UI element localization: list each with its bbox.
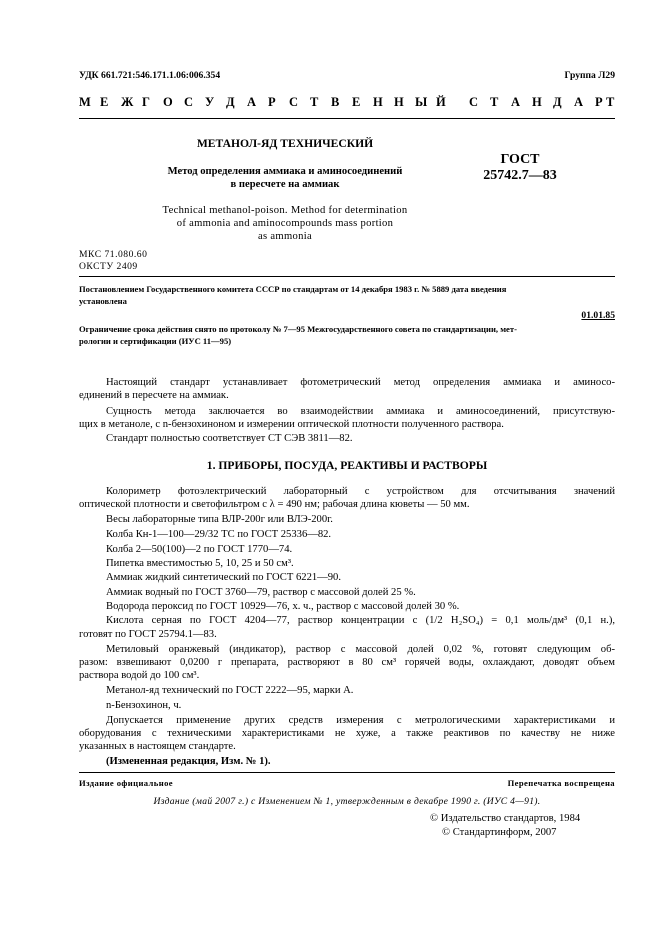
banner-letter: Д [226,95,235,109]
allowance-line: Допускается применение других средств измерения с метрологическими характеристиками и [106,715,615,726]
gost-number: 25742.7—83 [483,168,557,183]
equipment-line: оптической плотности и светофильтром с λ = 490 нм; рабочая длина кюветы — 50 мм. [79,499,470,510]
reagent-line: разом: взвешивают 0,0200 г препарата, растворяют в 80 см³ горячей воды, охлаждают, доводят объем [79,657,615,668]
banner-letter: Р [595,95,603,109]
banner-letter: М [79,95,91,109]
banner-letter: Г [142,95,150,109]
reagent-line: готовят по ГОСТ 25794.1—83. [79,629,217,640]
document-title: МЕТАНОЛ-ЯД ТЕХНИЧЕСКИЙ [196,137,374,150]
reagent-line: Метиловый оранжевый (индикатор), раствор с массовой долей 0,02 %, готовят следующим об- [106,644,615,655]
banner-letter: Н [394,95,404,109]
reagent-line: Аммиак водный по ГОСТ 3760—79, раствор с массовой долей 25 %. [106,587,416,598]
banner-letter: Д [553,95,562,109]
decree-line2: установлена [79,296,127,306]
banner-letter: Т [490,95,499,109]
equipment-line: Колба Кн-1—100—29/32 ТС по ГОСТ 25336—82. [106,529,332,540]
codes-divider [79,276,615,277]
banner-letter: У [205,95,215,109]
interstate-standard-banner [79,95,615,111]
banner-letter: С [289,95,299,109]
banner-letter: О [163,95,173,109]
banner-letter: Р [268,95,276,109]
banner-letter: Ы [415,95,428,109]
okstu-code: ОКСТУ 2409 [79,261,138,272]
equipment-line: Колориметр фотоэлектрический лабораторный с устройством для отсчитывания значений [106,486,615,497]
reagent-line: Кислота серная по ГОСТ 4204—77, раствор концентрации c (1/2 H₂SO₄) = 0,1 моль/дм³ (0,1 н.), [106,615,615,626]
banner-letter: В [331,95,340,109]
intro-paragraph-3: Стандарт полностью соответствует СТ СЭВ 3811—82. [106,433,353,444]
equipment-line: Пипетка вместимостью 5, 10, 25 и 50 см³. [106,558,294,569]
edition-note: Издание (май 2007 г.) с Изменением № 1, утвержденным в декабре 1990 г. (ИУС 4—91). [153,796,541,807]
banner-letter: С [469,95,479,109]
banner-letter: Н [532,95,542,109]
banner-letter: Т [606,95,615,109]
reagent-line: Аммиак жидкий синтетический по ГОСТ 6221—90. [106,572,342,583]
reprint-prohibited: Перепечатка воспрещена [507,778,615,788]
gost-label: ГОСТ [500,152,540,167]
reagent-line: раствора водой до 100 см³. [79,670,200,681]
english-title-line3: as ammonia [258,231,312,242]
banner-letter: С [184,95,194,109]
banner-letter: Т [310,95,319,109]
banner-letter: А [511,95,521,109]
banner-letter: Й [436,95,446,109]
limit-removed-line2: рологии и сертификации (ИУС 11—95) [79,336,232,346]
header-divider [79,118,615,119]
reagent-line: n-Бензохинон, ч. [106,700,182,711]
equipment-line: Колба 2—50(100)—2 по ГОСТ 1770—74. [106,544,293,555]
english-title-line1: Technical methanol-poison. Method for determination [162,205,408,216]
intro-paragraph-1-line2: единений в пересчете на аммиак. [79,390,229,401]
udk-code: УДК 661.721:546.171.1.06:006.354 [79,70,221,81]
section-1-heading: 1. ПРИБОРЫ, ПОСУДА, РЕАКТИВЫ И РАСТВОРЫ [206,459,488,472]
official-edition: Издание официальное [79,778,173,788]
amendment-note: (Измененная редакция, Изм. № 1). [106,756,271,767]
document-subtitle-line1: Метод определения аммиака и аминосоединений [167,166,403,177]
mks-code: МКС 71.080.60 [79,249,148,260]
banner-letter: Е [100,95,109,109]
document-subtitle-line2: в пересчете на аммиак [230,179,340,190]
intro-paragraph-2-line2: щих в метаноле, с n-бензохиноном и измерении оптической плотности полученного раствора. [79,419,504,430]
decree-line1: Постановлением Государственного комитета СССР по стандартам от 14 декабря 1983 г. № 5889 дата введения [79,284,507,294]
banner-letter: А [247,95,257,109]
limit-removed-line1: Ограничение срока действия снято по протоколу № 7—95 Межгосударственного совета по стандартизации, мет- [79,324,517,334]
equipment-line: Весы лабораторные типа ВЛР-200г или ВЛЭ-200г. [106,514,333,525]
banner-letter: А [574,95,584,109]
copyright-2007: © Стандартинформ, 2007 [442,827,557,838]
reagent-line: Водорода пероксид по ГОСТ 10929—76, х. ч., раствор с массовой долей 30 %. [106,601,460,612]
allowance-line: оборудования с техническими характеристиками не хуже, а также реактивов по качеству не ниже [79,728,615,739]
introduction-date: 01.01.85 [581,310,615,321]
footer-divider [79,772,615,773]
english-title-line2: of ammonia and aminocompounds mass portion [176,218,394,229]
reagent-line: Метанол-яд технический по ГОСТ 2222—95, марки А. [106,685,354,696]
banner-letter: Е [352,95,361,109]
allowance-line: указанных в настоящем стандарте. [79,741,236,752]
banner-letter: Н [373,95,383,109]
intro-paragraph-1-line1: Настоящий стандарт устанавливает фотометрический метод определения аммиака и аминосо- [106,377,615,388]
banner-letter: Ж [121,95,134,109]
intro-paragraph-2-line1: Сущность метода заключается во взаимодействии аммиака и аминосоединений, присутствую- [106,406,615,417]
copyright-1984: © Издательство стандартов, 1984 [430,813,581,824]
group-code: Группа Л29 [564,70,615,81]
